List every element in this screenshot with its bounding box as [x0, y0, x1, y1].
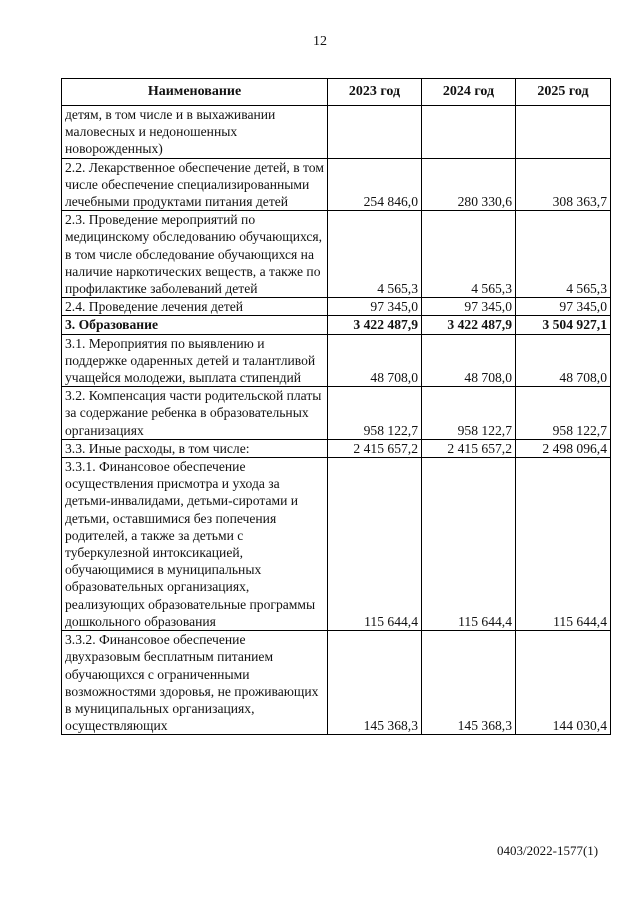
row-name-cell: 2.2. Лекарственное обеспечение детей, в том числе обеспечение специализированными лечебными продуктами питания детей: [62, 158, 328, 211]
row-2025-cell: 48 708,0: [516, 334, 611, 387]
table-row: [62, 298, 611, 316]
row-2023-cell: 254 846,0: [328, 158, 422, 211]
page-number: 12: [313, 34, 327, 49]
row-2025-cell: 308 363,7: [516, 158, 611, 211]
table-header-row: [62, 79, 611, 106]
row-2023-cell: 97 345,0: [328, 298, 422, 316]
table-row: [62, 387, 611, 440]
row-2023-cell: 2 415 657,2: [328, 439, 422, 457]
row-2024-cell: 97 345,0: [422, 298, 516, 316]
row-2025-cell: 144 030,4: [516, 631, 611, 735]
row-2025-cell: 115 644,4: [516, 458, 611, 631]
row-2025-cell: 958 122,7: [516, 387, 611, 440]
row-name-cell: 3.3.1. Финансовое обеспечение осуществления присмотра и ухода за детьми-инвалидами, детьми-сиротами и детьми, оставшимися без попечения родителей, а также за детьми с туберкулезной интоксикацией, обучающимися в муниципальных образовательных организациях, реализующих образовательные программы дошкольного образования: [62, 458, 328, 631]
row-name-cell: 3.2. Компенсация части родительской платы за содержание ребенка в образовательных организациях: [62, 387, 328, 440]
row-2025-cell: 2 498 096,4: [516, 439, 611, 457]
row-2023-cell: 115 644,4: [328, 458, 422, 631]
row-2024-cell: [422, 106, 516, 159]
row-name-cell: 2.4. Проведение лечения детей: [62, 298, 328, 316]
row-name-cell: 2.3. Проведение мероприятий по медицинскому обследованию обучающихся, в том числе обследование обучающихся на наличие наркотических веществ, а также по профилактике заболеваний детей: [62, 211, 328, 298]
row-2024-cell: 280 330,6: [422, 158, 516, 211]
row-2025-cell: 4 565,3: [516, 211, 611, 298]
table-row: [62, 334, 611, 387]
row-2023-cell: 4 565,3: [328, 211, 422, 298]
row-name-cell: 3.1. Мероприятия по выявлению и поддержке одаренных детей и талантливой учащейся молодежи, выплата стипендий: [62, 334, 328, 387]
row-2024-cell: 958 122,7: [422, 387, 516, 440]
row-2023-cell: 3 422 487,9: [328, 316, 422, 334]
row-2025-cell: 3 504 927,1: [516, 316, 611, 334]
document-code: 0403/2022-1577(1): [497, 843, 599, 858]
row-2024-cell: 2 415 657,2: [422, 439, 516, 457]
header-2024: 2024 год: [422, 79, 516, 106]
row-2023-cell: 145 368,3: [328, 631, 422, 735]
table-row: [62, 158, 611, 211]
table-row: [62, 106, 611, 159]
row-name-cell: 3.3. Иные расходы, в том числе:: [62, 439, 328, 457]
header-2023: 2023 год: [328, 79, 422, 106]
budget-table: [61, 78, 611, 735]
row-2023-cell: 48 708,0: [328, 334, 422, 387]
row-2024-cell: 115 644,4: [422, 458, 516, 631]
row-2025-cell: [516, 106, 611, 159]
table-row: [62, 439, 611, 457]
header-name: Наименование: [62, 79, 328, 106]
row-2025-cell: 97 345,0: [516, 298, 611, 316]
table-row: [62, 211, 611, 298]
row-2024-cell: 3 422 487,9: [422, 316, 516, 334]
row-name-cell: 3.3.2. Финансовое обеспечение двухразовым бесплатным питанием обучающихся с ограниченными возможностями здоровья, не проживающих в муниципальных организациях, осуществляющих: [62, 631, 328, 735]
row-name-cell: 3. Образование: [62, 316, 328, 334]
table-row: [62, 631, 611, 735]
row-2024-cell: 4 565,3: [422, 211, 516, 298]
row-2024-cell: 48 708,0: [422, 334, 516, 387]
table-row: [62, 316, 611, 334]
row-2023-cell: 958 122,7: [328, 387, 422, 440]
row-2023-cell: [328, 106, 422, 159]
table-row: [62, 458, 611, 631]
row-name-cell: детям, в том числе и в выхаживании маловесных и недоношенных новорожденных): [62, 106, 328, 159]
row-2024-cell: 145 368,3: [422, 631, 516, 735]
header-2025: 2025 год: [516, 79, 611, 106]
